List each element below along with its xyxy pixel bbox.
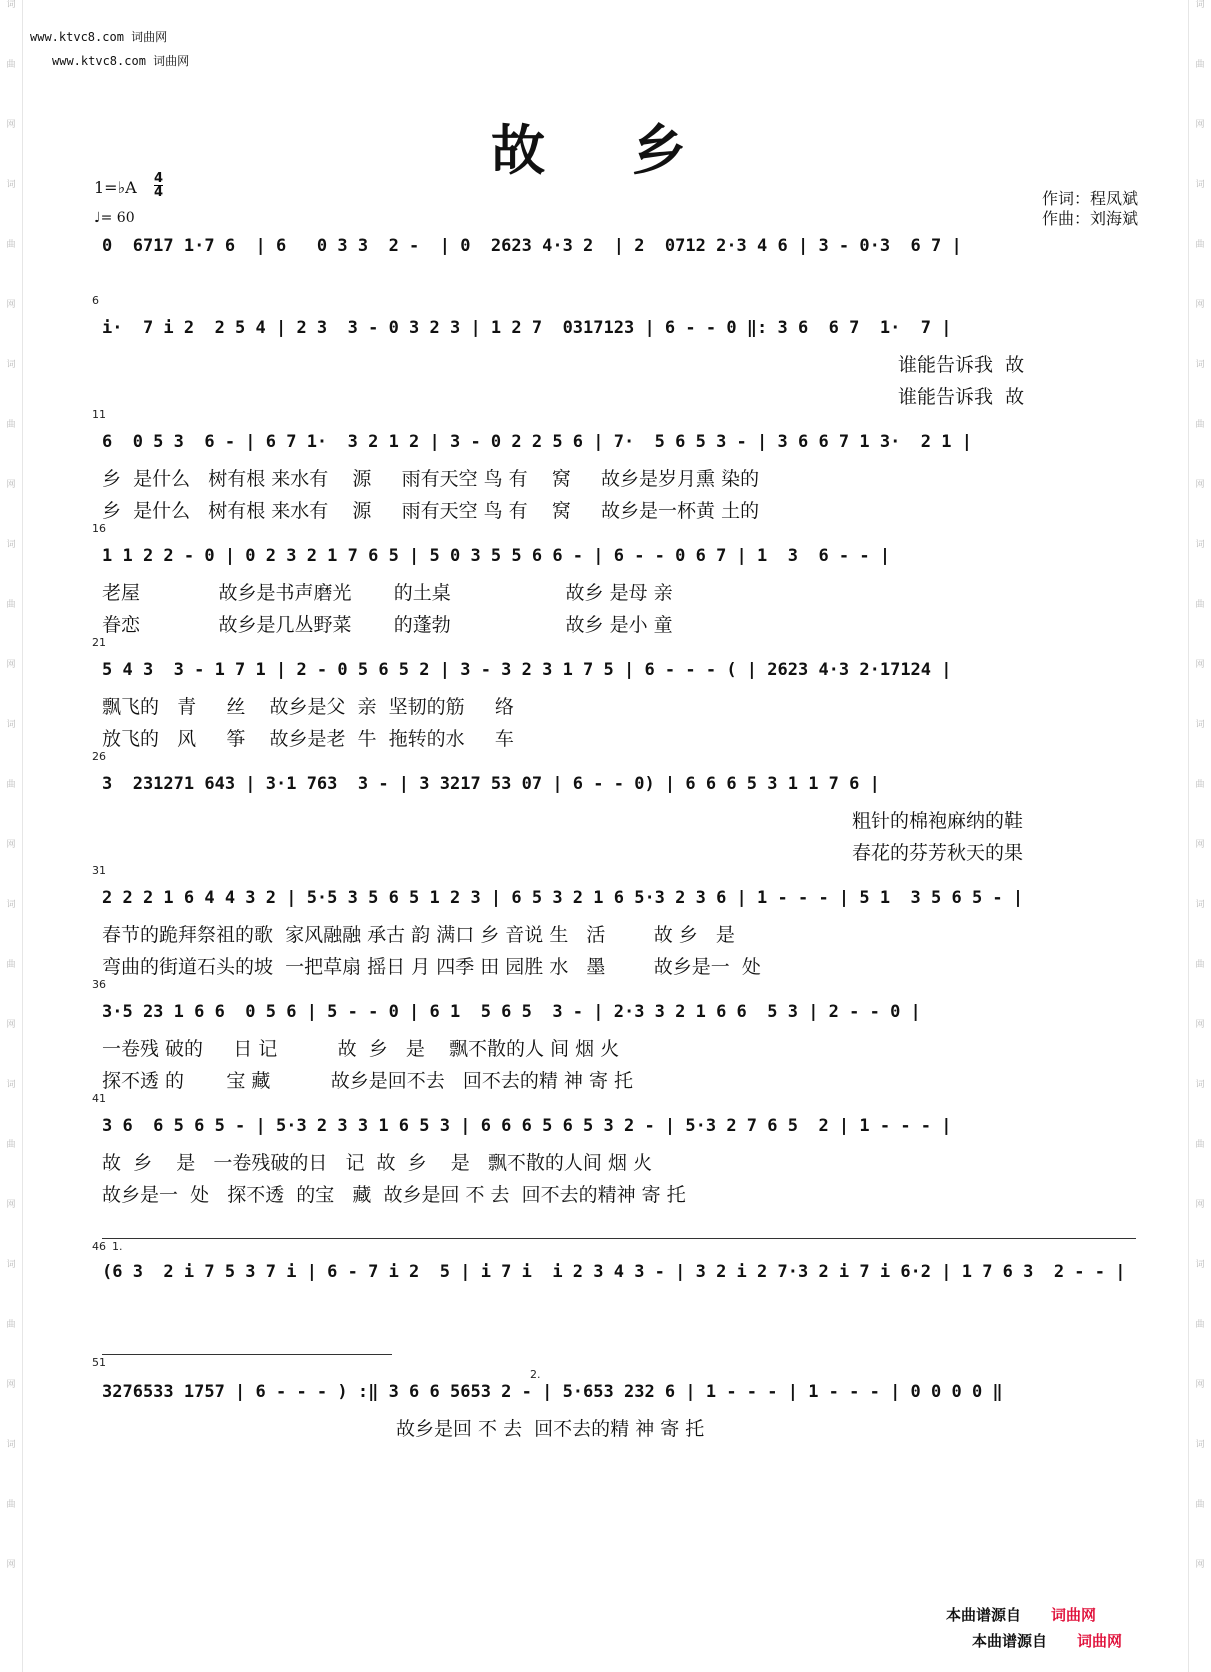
notation-line: 3 6 6 5 6 5 - | 5·3 2 3 3 1 6 5 3 | 6 6 6 5 6 5 3 2 - | 5·3 2 7 6 5 2 | 1 - - - | <box>102 1116 952 1136</box>
lyricist-credit: 作词：程凤斌 <box>1042 189 1139 208</box>
lyric-line: 探不透 的 宝 藏 故乡是回不去 回不去的精 神 寄 托 <box>102 1070 633 1092</box>
lyric-line: 飘飞的 青 丝 故乡是父 亲 坚韧的筋 络 <box>102 696 514 718</box>
measure-number: 36 <box>92 978 106 991</box>
notation-line: 3276533 1757 | 6 - - - ) :‖ 3 6 6 5653 2 - | 5·653 232 6 | 1 - - - | 1 - - - | 0 0 0 0 ‖ <box>102 1382 1003 1402</box>
lyric-line: 故乡是回 不 去 回不去的精 神 寄 托 <box>396 1418 705 1440</box>
volta-second-ending: 2. <box>530 1368 541 1381</box>
lyric-line: 谁能告诉我 故 <box>898 354 1025 376</box>
lyric-line: 故 乡 是 一卷残破的日 记 故 乡 是 飘不散的人间 烟 火 <box>102 1152 652 1174</box>
tempo-marking: ♩= 60 <box>94 210 135 226</box>
lyric-line: 乡 是什么 树有根 来水有 源 雨有天空 鸟 有 窝 故乡是岁月熏 染的 <box>102 468 760 490</box>
watermark-strip-left: 词 曲 网 词 曲 网 词 曲 网 词 曲 网 词 曲 网 词 曲 网 词 曲 网 词 曲 网 词 曲 网 <box>0 0 23 1672</box>
source-url-1: www.ktvc8.com 词曲网 <box>30 30 168 44</box>
key-signature: 1=♭A <box>94 178 137 197</box>
watermark-strip-right: 词 曲 网 词 曲 网 词 曲 网 词 曲 网 词 曲 网 词 曲 网 词 曲 网 词 曲 网 词 曲 网 <box>1188 0 1211 1672</box>
notation-line: 6 0 5 3 6 - | 6 7 1· 3 2 1 2 | 3 - 0 2 2 5 6 | 7· 5 6 5 3 - | 3 6 6 7 1 3· 2 1 | <box>102 432 972 452</box>
notation-line: 2 2 2 1 6 4 4 3 2 | 5·5 3 5 6 5 1 2 3 | 6 5 3 2 1 6 5·3 2 3 6 | 1 - - - | 5 1 3 5 6 5 - | <box>102 888 1024 908</box>
volta-bracket-line <box>102 1238 1136 1239</box>
song-title: 故 乡 <box>491 118 720 182</box>
notation-line: (6 3 2 i 7 5 3 7 i | 6 - 7 i 2 5 | i 7 i i 2 3 4 3 - | 3 2 i 2 7·3 2 i 7 i 6·2 | 1 7 6 3 2 - - | <box>102 1262 1126 1282</box>
lyric-line: 春节的跪拜祭祖的歌 家风融融 承古 韵 满口 乡 音说 生 活 故 乡 是 <box>102 924 735 946</box>
measure-number: 21 <box>92 636 106 649</box>
notation-line: 3·5 23 1 6 6 0 5 6 | 5 - - 0 | 6 1 5 6 5 3 - | 2·3 3 2 1 6 6 5 3 | 2 - - 0 | <box>102 1002 921 1022</box>
lyric-line: 眷恋 故乡是几丛野菜 的蓬勃 故乡 是小 童 <box>102 614 673 636</box>
measure-number: 6 <box>92 294 99 307</box>
footer-credit-2: 本曲谱源自 词曲网 <box>972 1632 1123 1650</box>
source-url-2: www.ktvc8.com 词曲网 <box>52 54 190 68</box>
lyric-line: 粗针的棉袍麻纳的鞋 <box>852 810 1024 832</box>
measure-number: 51 <box>92 1356 106 1369</box>
time-signature: 4 4 <box>154 171 164 200</box>
volta-first-ending: 1. <box>112 1240 123 1253</box>
notation-line: 5 4 3 3 - 1 7 1 | 2 - 0 5 6 5 2 | 3 - 3 2 3 1 7 5 | 6 - - - ( | 2623 4·3 2·17124 | <box>102 660 952 680</box>
measure-number: 46 <box>92 1240 106 1253</box>
lyric-line: 谁能告诉我 故 <box>898 386 1025 408</box>
notation-line: 0 6717 1·7 6 | 6 0 3 3 2 - | 0 2623 4·3 2 | 2 0712 2·3 4 6 | 3 - 0·3 6 7 | <box>102 236 962 256</box>
measure-number: 26 <box>92 750 106 763</box>
notation-line: i· 7 i 2 2 5 4 | 2 3 3 - 0 3 2 3 | 1 2 7 0317123 | 6 - - 0 ‖: 3 6 6 7 1· 7 | <box>102 318 952 338</box>
measure-number: 41 <box>92 1092 106 1105</box>
measure-number: 31 <box>92 864 106 877</box>
lyric-line: 春花的芬芳秋天的果 <box>852 842 1024 864</box>
lyric-line: 乡 是什么 树有根 来水有 源 雨有天空 鸟 有 窝 故乡是一杯黄 土的 <box>102 500 760 522</box>
notation-line: 3 231271 643 | 3·1 763 3 - | 3 3217 53 07 | 6 - - 0) | 6 6 6 5 3 1 1 7 6 | <box>102 774 880 794</box>
lyric-line: 弯曲的街道石头的坡 一把草扇 摇日 月 四季 田 园胜 水 墨 故乡是一 处 <box>102 956 761 978</box>
lyric-line: 故乡是一 处 探不透 的宝 藏 故乡是回 不 去 回不去的精神 寄 托 <box>102 1184 686 1206</box>
footer-credit-1: 本曲谱源自 词曲网 <box>946 1606 1097 1624</box>
measure-number: 16 <box>92 522 106 535</box>
measure-number: 11 <box>92 408 106 421</box>
lyric-line: 老屋 故乡是书声磨光 的土桌 故乡 是母 亲 <box>102 582 673 604</box>
lyric-line: 放飞的 风 筝 故乡是老 牛 拖转的水 车 <box>102 728 514 750</box>
notation-line: 1 1 2 2 - 0 | 0 2 3 2 1 7 6 5 | 5 0 3 5 5 6 6 - | 6 - - 0 6 7 | 1 3 6 - - | <box>102 546 891 566</box>
lyric-line: 一卷残 破的 日 记 故 乡 是 飘不散的人 间 烟 火 <box>102 1038 620 1060</box>
composer-credit: 作曲：刘海斌 <box>1042 209 1139 228</box>
volta-bracket-line <box>102 1354 392 1355</box>
